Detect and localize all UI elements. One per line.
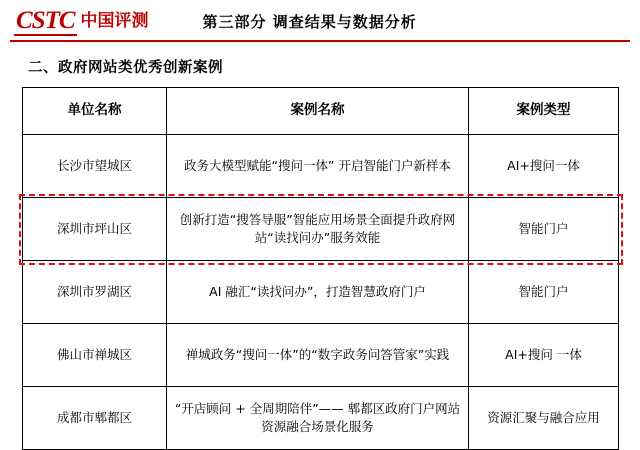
cell-unit: 深圳市罗湖区 (23, 261, 167, 324)
header-divider (10, 40, 630, 42)
table-row-highlighted (23, 198, 619, 261)
logo-mark (14, 7, 77, 36)
column-header-unit: 单位名称 (23, 88, 167, 135)
case-table-container (22, 87, 618, 450)
column-header-type: 案例类型 (469, 88, 619, 135)
header-title: 第三部分 调查结果与数据分析 (202, 12, 417, 31)
cell-case-name: 创新打造“搜答导服”智能应用场景全面提升政府网站“读找问办”服务效能 (167, 198, 469, 261)
cell-case-type: 智能门户 (469, 198, 619, 261)
table-header (23, 88, 619, 135)
cell-unit: 深圳市坪山区 (23, 198, 167, 261)
cell-case-type: AI+搜问 一体 (469, 324, 619, 387)
table-row (23, 387, 619, 450)
section-title: 二、政府网站类优秀创新案例 (28, 60, 223, 76)
cell-case-name: 政务大模型赋能“搜问一体” 开启智能门户新样本 (167, 135, 469, 198)
logo-mark-text: CSTC (16, 6, 75, 34)
cell-case-name: “开店顾问 + 全周期陪伴”—— 郫都区政府门户网站资源融合场景化服务 (167, 387, 469, 450)
logo-chinese-name: 中国评测 (80, 10, 149, 31)
table-header-row (23, 88, 619, 135)
table-row (23, 261, 619, 324)
cell-case-name: AI 融汇“读找问办”，打造智慧政府门户 (167, 261, 469, 324)
cell-case-type: AI+搜问一体 (469, 135, 619, 198)
cell-unit: 佛山市禅城区 (23, 324, 167, 387)
table-row (23, 135, 619, 198)
column-header-name: 案例名称 (167, 88, 469, 135)
cell-case-name: 禅城政务“搜问一体”的“数字政务问答管家”实践 (167, 324, 469, 387)
table-body (23, 135, 619, 450)
case-table (22, 87, 619, 450)
page-header (0, 0, 640, 42)
cell-unit: 长沙市望城区 (23, 135, 167, 198)
logo-underline-decoration (14, 34, 77, 36)
cell-unit: 成都市郫都区 (23, 387, 167, 450)
table-row (23, 324, 619, 387)
logo (14, 7, 149, 36)
cell-case-type: 资源汇聚与融合应用 (469, 387, 619, 450)
cell-case-type: 智能门户 (469, 261, 619, 324)
